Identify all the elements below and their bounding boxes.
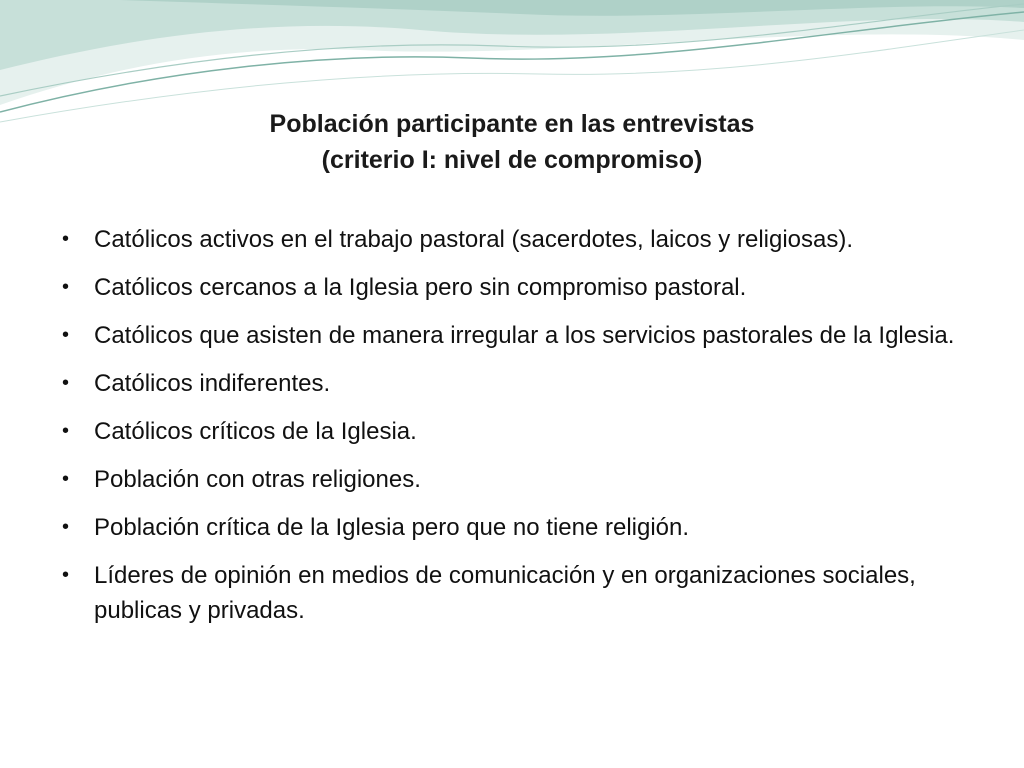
bullet-icon: • (62, 468, 70, 490)
bullet-text: Católicos críticos de la Iglesia. (94, 418, 417, 445)
slide-title (0, 106, 1024, 178)
bullet-icon: • (62, 516, 70, 538)
bullet-item (62, 558, 962, 628)
bullet-item (62, 270, 962, 305)
bullet-item (62, 414, 962, 449)
bullet-list (62, 222, 962, 641)
bullet-text: Católicos cercanos a la Iglesia pero sin compromiso pastoral. (94, 274, 747, 301)
bullet-item (62, 366, 962, 401)
bullet-item (62, 222, 962, 257)
bullet-icon: • (62, 420, 70, 442)
bullet-icon: • (62, 372, 70, 394)
bullet-icon: • (62, 228, 70, 250)
slide-title-line-1: Población participante en las entrevistas (269, 110, 755, 138)
bullet-text: Población crítica de la Iglesia pero que no tiene religión. (94, 514, 690, 541)
bullet-item (62, 510, 962, 545)
bullet-text: Católicos activos en el trabajo pastoral (sacerdotes, laicos y religiosas). (94, 226, 854, 253)
bullet-item (62, 462, 962, 497)
bullet-icon: • (62, 564, 70, 586)
bullet-text: Líderes de opinión en medios de comunicación y en organizaciones sociales, publicas y privadas. (94, 562, 916, 624)
bullet-item (62, 318, 962, 353)
bullet-text: Católicos que asisten de manera irregular a los servicios pastorales de la Iglesia. (94, 322, 955, 349)
bullet-icon: • (62, 324, 70, 346)
slide-title-line-2: (criterio I: nivel de compromiso) (321, 146, 703, 174)
bullet-text: Población con otras religiones. (94, 466, 421, 493)
bullet-text: Católicos indiferentes. (94, 370, 331, 397)
bullet-icon: • (62, 276, 70, 298)
